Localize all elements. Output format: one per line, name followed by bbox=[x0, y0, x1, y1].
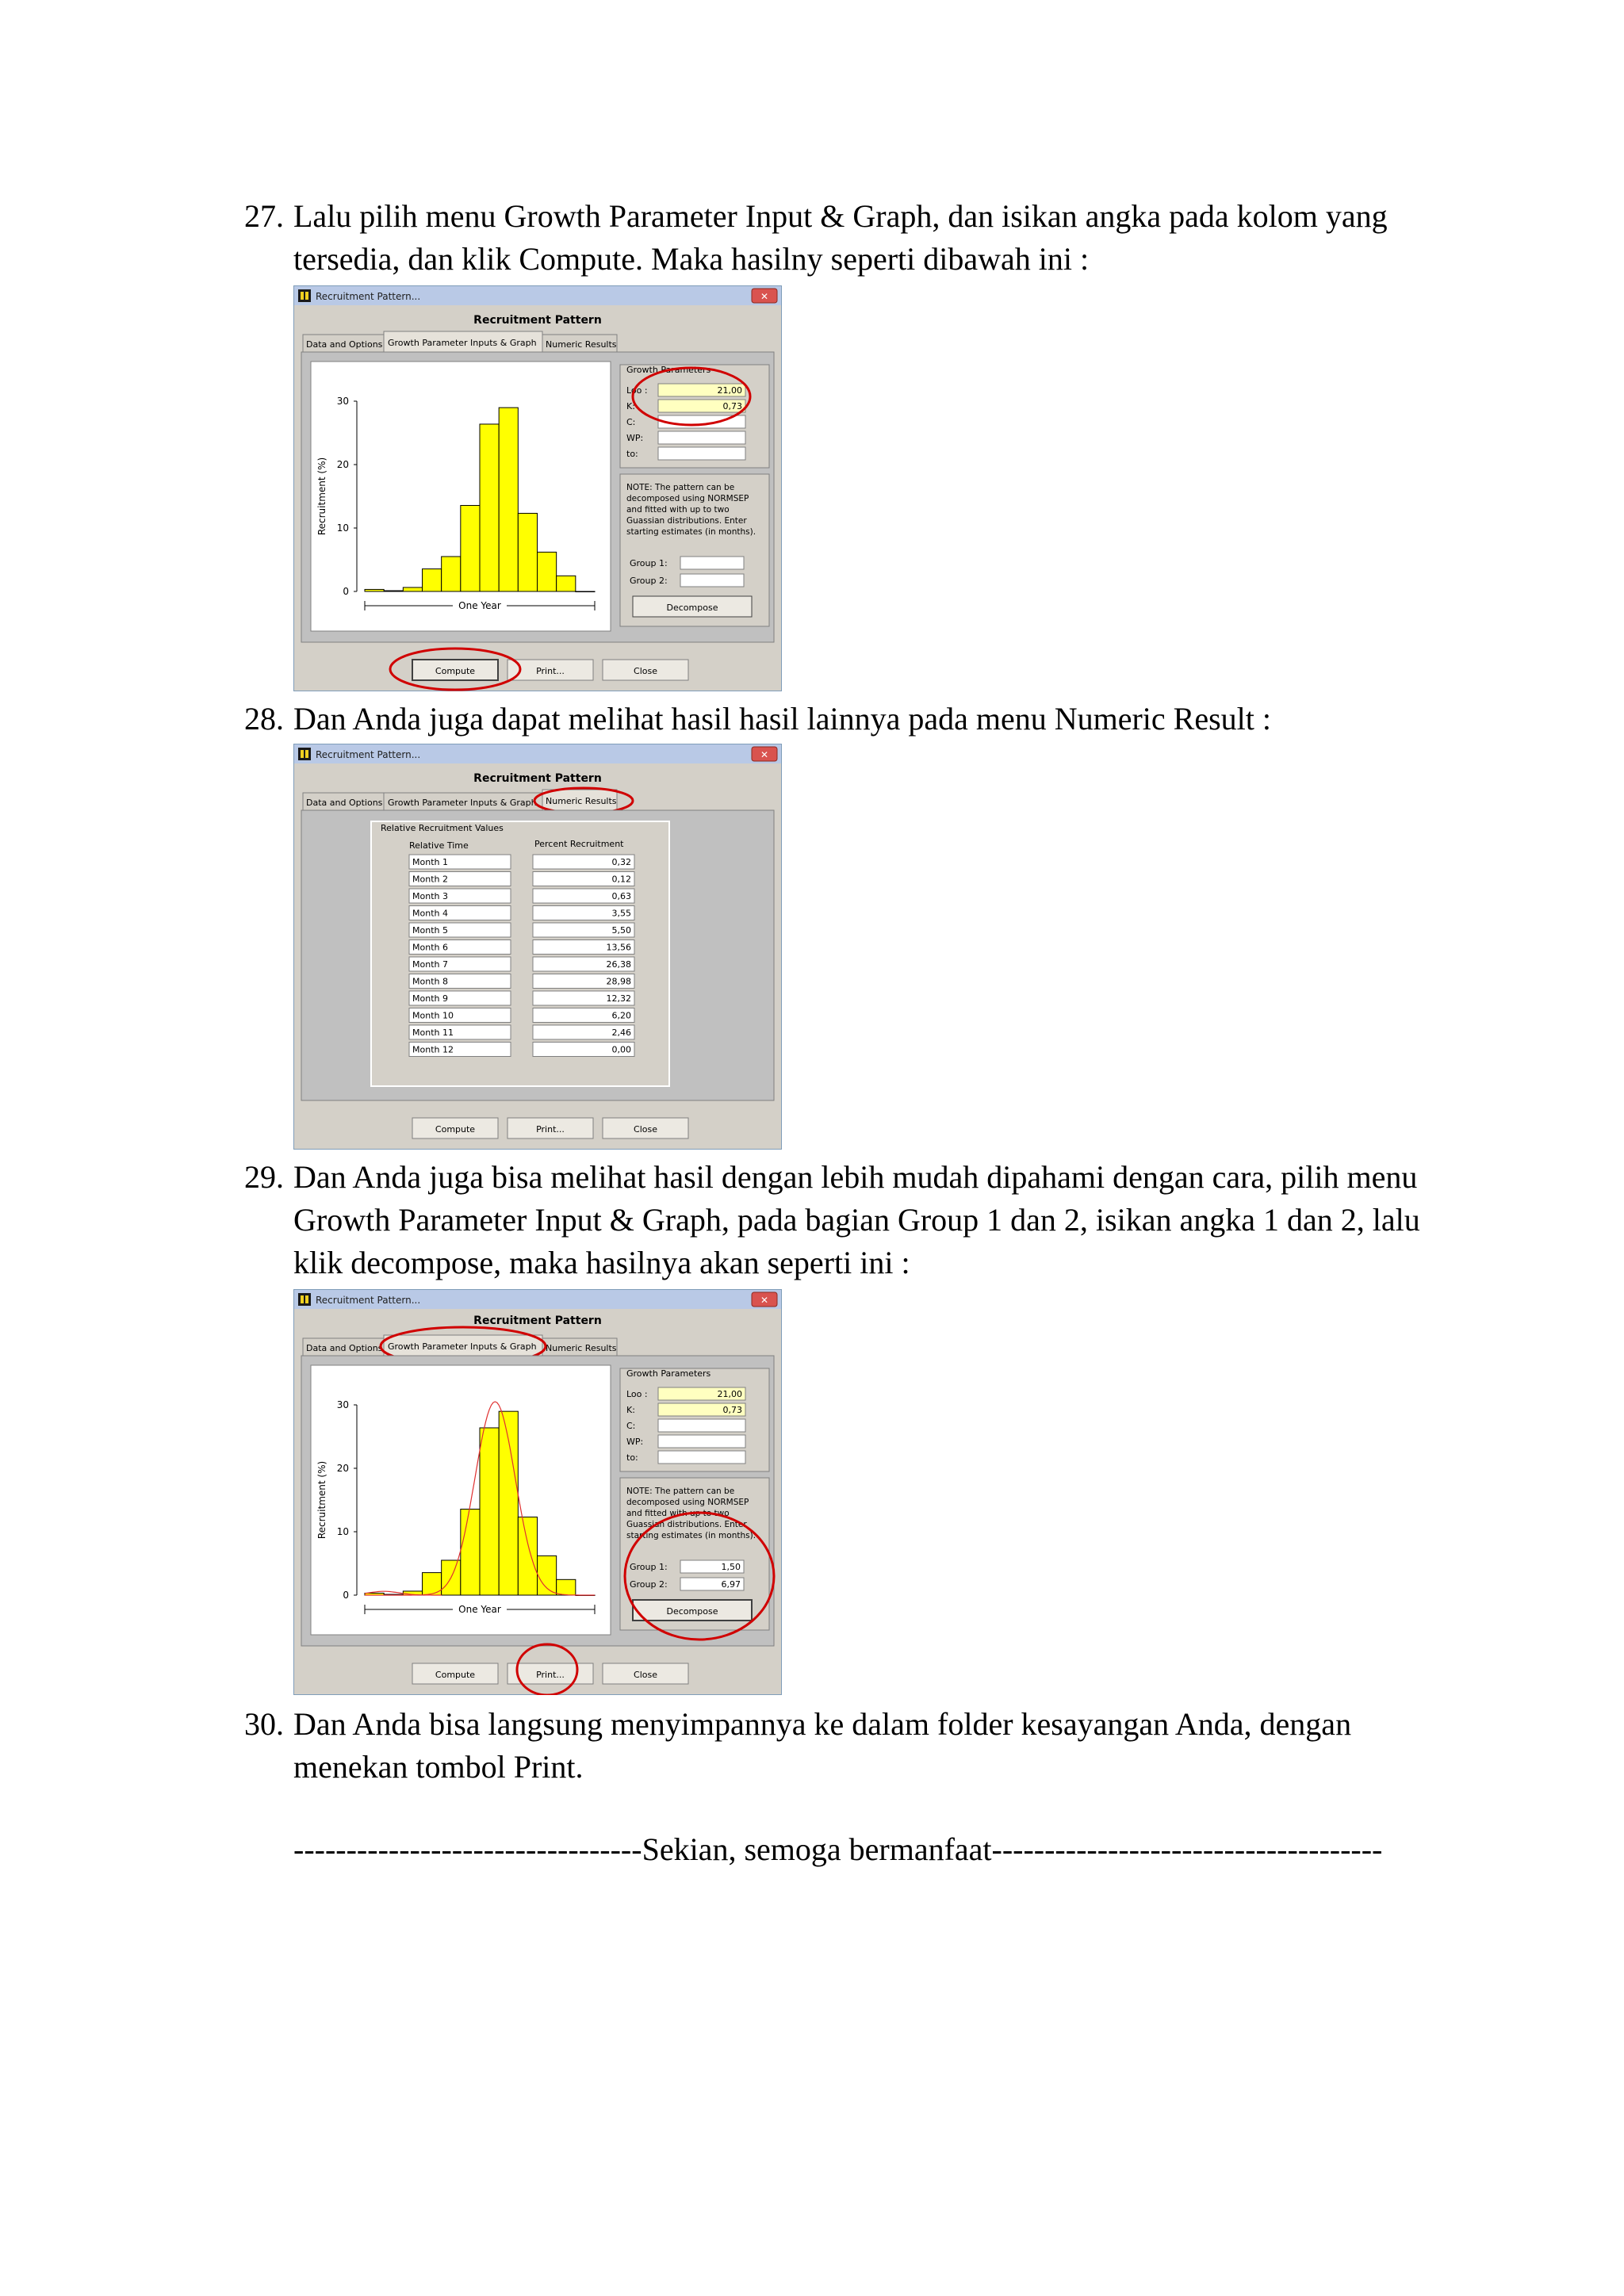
svg-text:and fitted with up to two: and fitted with up to two bbox=[626, 1509, 730, 1518]
svg-text:and fitted with up to two: and fitted with up to two bbox=[626, 505, 730, 515]
svg-text:decomposed using NORMSEP: decomposed using NORMSEP bbox=[626, 1498, 749, 1507]
k-value: 0,73 bbox=[722, 401, 742, 411]
bar bbox=[518, 513, 537, 591]
y-tick-label: 30 bbox=[336, 1399, 349, 1410]
k-label: K: bbox=[626, 401, 635, 411]
bar bbox=[403, 587, 422, 591]
svg-text:Compute: Compute bbox=[435, 1670, 476, 1680]
percent-text: 6,20 bbox=[611, 1010, 631, 1021]
relative-time-text: Month 12 bbox=[412, 1044, 454, 1055]
screenshot-decomposed bbox=[293, 1289, 782, 1695]
percent-text: 3,55 bbox=[611, 908, 631, 919]
to-field[interactable] bbox=[658, 447, 745, 460]
percent-text: 5,50 bbox=[611, 925, 631, 936]
relative-time-text: Month 11 bbox=[412, 1027, 454, 1038]
svg-text:Compute: Compute bbox=[435, 666, 476, 676]
wp-field[interactable] bbox=[658, 431, 745, 444]
bar bbox=[499, 408, 518, 591]
group2-label: Group 2: bbox=[630, 576, 668, 586]
k-label: K: bbox=[626, 1405, 635, 1415]
svg-text:Print...: Print... bbox=[536, 666, 565, 676]
group1-label: Group 1: bbox=[630, 558, 668, 568]
group2-value: 6,97 bbox=[721, 1579, 741, 1590]
svg-text:Numeric Results: Numeric Results bbox=[546, 1343, 617, 1353]
percent-text: 13,56 bbox=[606, 942, 631, 953]
c-label: C: bbox=[626, 417, 636, 427]
bar bbox=[365, 589, 384, 591]
svg-text:Data and Options: Data and Options bbox=[306, 339, 383, 350]
c-field[interactable] bbox=[658, 1419, 745, 1432]
y-tick-label: 10 bbox=[336, 522, 349, 534]
c-label: C: bbox=[626, 1421, 636, 1431]
close-icon: ✕ bbox=[760, 291, 769, 302]
y-tick-label: 20 bbox=[336, 459, 349, 470]
y-axis-label: Recruitment (%) bbox=[316, 457, 327, 536]
percent-text: 26,38 bbox=[606, 959, 631, 970]
percent-text: 2,46 bbox=[611, 1027, 631, 1038]
bar bbox=[557, 576, 576, 591]
growth-parameters-legend: Growth Parameters bbox=[626, 1368, 711, 1379]
tab-strip bbox=[303, 1335, 617, 1356]
app-icon bbox=[298, 289, 311, 302]
svg-text:Growth Parameter Inputs & Grap: Growth Parameter Inputs & Graph bbox=[388, 1341, 537, 1352]
bar bbox=[538, 552, 557, 591]
to-label: to: bbox=[626, 449, 638, 459]
relative-time-text: Month 3 bbox=[412, 891, 448, 901]
app-icon bbox=[298, 1293, 311, 1306]
loo-value: 21,00 bbox=[717, 1389, 742, 1399]
relative-time-text: Month 4 bbox=[412, 908, 448, 919]
window-title: Recruitment Pattern... bbox=[316, 1295, 421, 1306]
y-tick-label: 0 bbox=[343, 1590, 349, 1601]
col-percent-recruitment: Percent Recruitment bbox=[534, 839, 624, 849]
closing-line: ---------------------------------Sekian, semoga bermanfaat------------------------------------- bbox=[293, 1831, 1383, 1867]
bar bbox=[576, 591, 595, 592]
relative-time-text: Month 10 bbox=[412, 1010, 454, 1021]
svg-text:Data and Options: Data and Options bbox=[306, 798, 383, 808]
y-axis-label: Recruitment (%) bbox=[316, 1460, 327, 1540]
step-text: Dan Anda juga dapat melihat hasil hasil lainnya pada menu Numeric Result : bbox=[293, 701, 1272, 737]
relative-time-text: Month 5 bbox=[412, 925, 448, 936]
relative-time-text: Month 6 bbox=[412, 942, 448, 953]
step-number: 28. bbox=[244, 701, 284, 737]
numeric-results-legend: Relative Recruitment Values bbox=[381, 823, 504, 833]
app-icon bbox=[298, 748, 311, 760]
step-text: Dan Anda juga bisa melihat hasil dengan lebih mudah dipahami dengan cara, pilih menu Growth Parameter Input & Graph, pada bagian Group 1 dan 2, isikan angka 1 dan 2, lalu klik decompose, maka hasilnya akan seperti ini : bbox=[293, 1159, 1420, 1280]
to-label: to: bbox=[626, 1452, 638, 1463]
x-axis-label: One Year bbox=[458, 600, 501, 611]
bar bbox=[480, 424, 499, 591]
group2-label: Group 2: bbox=[630, 1579, 668, 1590]
y-tick-label: 10 bbox=[336, 1526, 349, 1537]
wp-label: WP: bbox=[626, 1437, 644, 1447]
svg-text:NOTE: The pattern can be: NOTE: The pattern can be bbox=[626, 483, 735, 492]
loo-label: Loo : bbox=[626, 1389, 648, 1399]
percent-text: 0,32 bbox=[611, 857, 631, 867]
relative-time-text: Month 9 bbox=[412, 993, 448, 1004]
wp-label: WP: bbox=[626, 433, 644, 443]
svg-text:Close: Close bbox=[634, 666, 657, 676]
bar bbox=[461, 506, 480, 591]
bar bbox=[557, 1579, 576, 1595]
relative-time-text: Month 8 bbox=[412, 976, 448, 987]
tab-strip bbox=[303, 331, 617, 352]
group1-field[interactable] bbox=[680, 557, 744, 569]
svg-text:Guassian distributions. Enter: Guassian distributions. Enter bbox=[626, 1520, 747, 1529]
to-field[interactable] bbox=[658, 1451, 745, 1464]
x-axis-label: One Year bbox=[458, 1604, 501, 1615]
tab-strip bbox=[303, 790, 617, 810]
svg-text:Close: Close bbox=[634, 1670, 657, 1680]
bar bbox=[461, 1510, 480, 1595]
percent-text: 0,63 bbox=[611, 891, 631, 901]
group1-value: 1,50 bbox=[721, 1562, 741, 1572]
close-icon: ✕ bbox=[760, 749, 769, 760]
k-value: 0,73 bbox=[722, 1405, 742, 1415]
step-number: 30. bbox=[244, 1706, 284, 1742]
step-text: Dan Anda bisa langsung menyimpannya ke dalam folder kesayangan Anda, dengan menekan tombol Print. bbox=[293, 1706, 1352, 1785]
svg-text:Compute: Compute bbox=[435, 1124, 476, 1135]
step-text: Lalu pilih menu Growth Parameter Input & Graph, dan isikan angka pada kolom yang tersedia, dan klik Compute. Maka hasilny seperti dibawah ini : bbox=[293, 198, 1388, 277]
svg-text:decomposed using NORMSEP: decomposed using NORMSEP bbox=[626, 494, 749, 503]
svg-text:Close: Close bbox=[634, 1124, 657, 1135]
growth-parameters-legend: Growth Parameters bbox=[626, 365, 711, 375]
percent-text: 12,32 bbox=[606, 993, 631, 1004]
percent-text: 0,12 bbox=[611, 874, 631, 885]
svg-text:Numeric Results: Numeric Results bbox=[546, 796, 617, 806]
y-tick-label: 30 bbox=[336, 396, 349, 407]
svg-text:Decompose: Decompose bbox=[666, 1606, 718, 1617]
col-relative-time: Relative Time bbox=[409, 840, 469, 851]
svg-text:starting estimates (in months): starting estimates (in months). bbox=[626, 1531, 756, 1540]
loo-label: Loo : bbox=[626, 385, 648, 396]
wp-field[interactable] bbox=[658, 1435, 745, 1448]
group1-label: Group 1: bbox=[630, 1562, 668, 1572]
screenshot-growth-parameters bbox=[293, 285, 782, 691]
window-heading: Recruitment Pattern bbox=[473, 1314, 602, 1327]
bar bbox=[480, 1428, 499, 1595]
y-tick-label: 0 bbox=[343, 586, 349, 597]
svg-text:Print...: Print... bbox=[536, 1124, 565, 1135]
step-number: 27. bbox=[244, 198, 284, 234]
screenshot-numeric-results bbox=[293, 744, 782, 1150]
window-title: Recruitment Pattern... bbox=[316, 749, 421, 760]
relative-time-text: Month 1 bbox=[412, 857, 448, 867]
percent-text: 28,98 bbox=[606, 976, 631, 987]
svg-text:Guassian distributions. Enter: Guassian distributions. Enter bbox=[626, 516, 747, 526]
window-title: Recruitment Pattern... bbox=[316, 291, 421, 302]
window-heading: Recruitment Pattern bbox=[473, 314, 602, 327]
bar bbox=[518, 1517, 537, 1595]
svg-text:Growth Parameter Inputs & Grap: Growth Parameter Inputs & Graph bbox=[388, 338, 537, 348]
loo-value: 21,00 bbox=[717, 385, 742, 396]
svg-text:Decompose: Decompose bbox=[666, 603, 718, 613]
percent-text: 0,00 bbox=[611, 1044, 631, 1055]
svg-text:Numeric Results: Numeric Results bbox=[546, 339, 617, 350]
close-icon: ✕ bbox=[760, 1295, 769, 1306]
step-number: 29. bbox=[244, 1159, 284, 1195]
svg-text:starting estimates (in months): starting estimates (in months). bbox=[626, 527, 756, 537]
svg-text:NOTE: The pattern can be: NOTE: The pattern can be bbox=[626, 1487, 735, 1496]
bar bbox=[423, 569, 442, 591]
bar bbox=[442, 557, 461, 591]
bar bbox=[538, 1556, 557, 1595]
svg-text:Growth Parameter Inputs & Grap: Growth Parameter Inputs & Graph bbox=[388, 798, 537, 808]
svg-text:Print...: Print... bbox=[536, 1670, 565, 1680]
relative-time-text: Month 2 bbox=[412, 874, 448, 885]
y-tick-label: 20 bbox=[336, 1463, 349, 1474]
relative-time-text: Month 7 bbox=[412, 959, 448, 970]
svg-text:Data and Options: Data and Options bbox=[306, 1343, 383, 1353]
group2-field[interactable] bbox=[680, 574, 744, 587]
window-heading: Recruitment Pattern bbox=[473, 772, 602, 785]
